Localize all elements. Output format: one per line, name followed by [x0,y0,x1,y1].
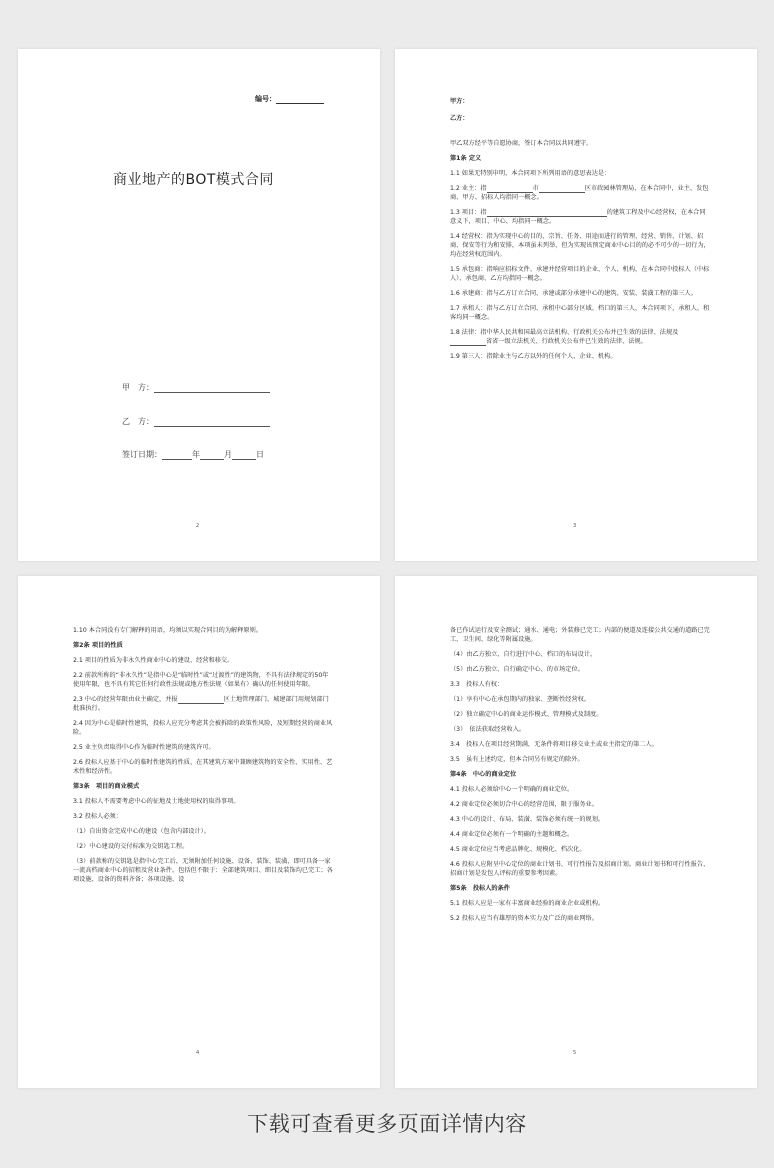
party-a-blank [154,383,270,393]
clause: 5.1 投标人应是一家有丰富商业经验的商业企业或机构。 [450,900,605,907]
clause: 3.1 投标人不需要考虑中心的征地及土地使用权的取得事项。 [73,798,240,805]
blank-line [178,696,224,704]
clause: 1.6 承建商：指与乙方订立合同、承建或部分承建中心的建筑、安装、装潢工程的第三人。 [450,290,697,297]
clause: 3.2 投标人必须： [73,813,122,820]
blank-line [539,185,585,193]
party-b-line: 乙方： [450,115,469,122]
clause-part: 省省一级立法机关、行政机关公布并已生效的法律、法规。 [486,338,647,345]
article-heading: 第4条 中心的商业定位 [450,771,517,778]
clause-part: 1.2 业主：指 [450,185,487,192]
clause: 2.2 前款所称的“非永久性”是指中心是“临时性”或“过渡性”的建筑物，不具有法律规定的50年使用年限，也不具有其它任何行政性法规或地方性法规（如果有）确认的任何使用年限。 [73,672,329,688]
clause: 4.5 商业定位应当考虑品牌化、规模化、档次化。 [450,846,586,853]
clause: 4.2 商业定位必须切合中心的经营范围，限于服务业。 [450,801,598,808]
page-number: 2 [196,523,200,529]
clause: 4.4 商业定位必须有一个明确的主题和概念。 [450,831,574,838]
clause: 1.9 第三人：指除业主与乙方以外的任何个人、企业、机构。 [450,353,617,360]
article-heading: 第2条 项目的性质 [73,642,123,649]
download-prompt: 下载可查看更多页面详情内容 [247,1112,527,1136]
clause-part: 区市政园林管理局，在本合同中，业主、发包商、甲方、招标人均指同一概念。 [450,185,709,201]
clause: 2.5 业主负责取得中心作为临时性建筑的建筑许可。 [73,744,215,751]
day-label: 日 [256,450,264,459]
clause [450,184,710,202]
clause: 4.3 中心的设计、布局、装潢、装饰必须有统一的规划。 [450,816,605,823]
clause: 2.6 投标人应基于中心的临时性建筑的性质，在其建筑方案中兼顾建筑物的安全性、实用性、艺术性和经济性。 [73,759,333,775]
clause: 5.2 投标人应当有雄厚的资本实力及广泛的商业网络。 [450,915,598,922]
clause: （4）由乙方独立、自行进行中心、档口的布局设计。 [450,651,597,658]
day-blank [232,450,256,460]
clause [450,328,710,346]
serial-blank [276,95,324,104]
page-definitions [395,49,757,561]
contract-title: 商业地产的BOT模式合同 [113,172,274,188]
blank-line [450,338,486,346]
serial-label: 编号： [255,95,276,103]
clause-part: 2.3 中心的经营年限由业主确定，并报 [73,696,178,703]
clause: （5）由乙方独立、自行确定中心、的市场定位。 [450,666,584,673]
clause-part: 市 [532,185,539,192]
clause: 3.5 虽有上述约定，但本合同另有规定的除外。 [450,756,584,763]
party-b-field [122,416,270,427]
page-body [73,626,333,890]
clause: （2）中心建设的交付标准为交钥匙工程。 [73,843,189,850]
year-label: 年 [192,450,200,459]
clause: 1.4 经营权：指为实现中心的目的、宗旨、任务、用途而进行的管理、经营、销售、计划、招商、保安等行为和安排，本项虽未列举，但为实现该预定商业中心目的的必不可少的一切行为，均在经营权范围内。 [450,233,710,258]
clause: 1.10 本合同没有专门解释的用语，均须以实现合同目的为解释原则。 [73,627,262,634]
party-b-blank [154,417,270,427]
party-a-field [122,382,270,393]
clause: （1）享有中心在承包期内的独家、垄断性经营权。 [450,696,591,703]
clause-part: 1.3 项目：指 [450,209,487,216]
clause: 3.3 投标人有权： [450,681,504,688]
clause: （3） 依法获取经营收入。 [450,726,526,733]
page-cover [18,49,380,561]
year-blank [162,450,192,460]
clause: 1.5 承包商：指响应招标文件、承建并经营项目的企业、个人、机构，在本合同中投标人（中标人）、承包商、乙方均指同一概念。 [450,266,710,282]
party-b-label: 乙 方： [122,417,154,426]
party-a-label: 甲 方： [122,383,154,392]
clause: 1.1 如果无特别申明，本合同项下所列用语的意思表达是： [450,170,611,177]
blank-line [487,185,533,193]
article-heading: 第5条 投标人的条件 [450,885,510,892]
page-number: 3 [573,523,577,529]
clause: 2.1 项目的性质为非永久性商业中心的建设、经营和移交。 [73,657,234,664]
clause [73,695,333,713]
clause: 2.4 因为中心是临时性建筑，投标人应充分考虑其会被拆除的政策性风险，及短期经营的商业风险。 [73,720,333,736]
clause: 4.6 投标人应附呈中心定位的商业计划书、可行性报告及招商计划。商业计划书和可行性报告、招商计划是发包人评标的重要参考因素。 [450,861,710,877]
article-heading: 第3条 项目的商业模式 [73,783,140,790]
clause-part: 区土地管理部门、城建部门用规划部门批准执行。 [73,696,329,712]
clause: 备已作试运行及安全测试；通水、通电；外装修已完工；内部的便道及连接公共交通的道路已完工，卫生间、绿化等附属设施。 [450,627,710,643]
page-nature [18,576,380,1088]
clause-part: 1.8 法律：指中华人民共和国最高立法机构、行政机关公布并已生效的法律、法规及 [450,329,679,336]
clause-part: 的建筑工程及中心经营权，在本合同意义下，项目、中心、均指同一概念。 [450,209,706,225]
clause [450,208,710,226]
clause: 3.4 投标人在项目经营期满，无条件将项目移交业主或业主指定的第二人。 [450,741,658,748]
clause: 4.1 投标人必须给中心一个明确的商业定位。 [450,786,574,793]
month-label: 月 [224,450,232,459]
blank-line [487,209,607,217]
serial-number [255,94,324,104]
party-a-line: 甲方： [450,98,469,105]
page-positioning [395,576,757,1088]
intro-paragraph: 甲乙双方经平等自愿协商，签订本合同以共同遵守。 [450,140,593,147]
clause: （2）独立确定中心的商业运作模式、管理模式及制度。 [450,711,603,718]
page-number: 4 [196,1050,200,1056]
article-heading: 第1条 定义 [450,155,482,162]
clause: （1）自出资金完成中心的建设（包含内部设计）。 [73,828,210,835]
month-blank [200,450,224,460]
clause: 1.7 承租人：指与乙方订立合同、承租中心部分区域、档口的第三人，本合同项下，承租人、租客均同一概念。 [450,305,710,321]
page-number: 5 [573,1050,577,1056]
date-label: 签订日期： [122,450,162,459]
page-body [450,97,710,367]
page-body [450,626,710,929]
clause: （3）前款称的交钥匙是指中心完工后，无须附加任何设施、设备、装饰、装潢，即可具备一家一流高档商业中心的招租及营业条件。包括但不限于：全部建筑项目、细目及装饰均已完工；各项设施、设备的资料齐备；各项设施、设 [73,858,333,883]
sign-date-field [122,449,264,460]
